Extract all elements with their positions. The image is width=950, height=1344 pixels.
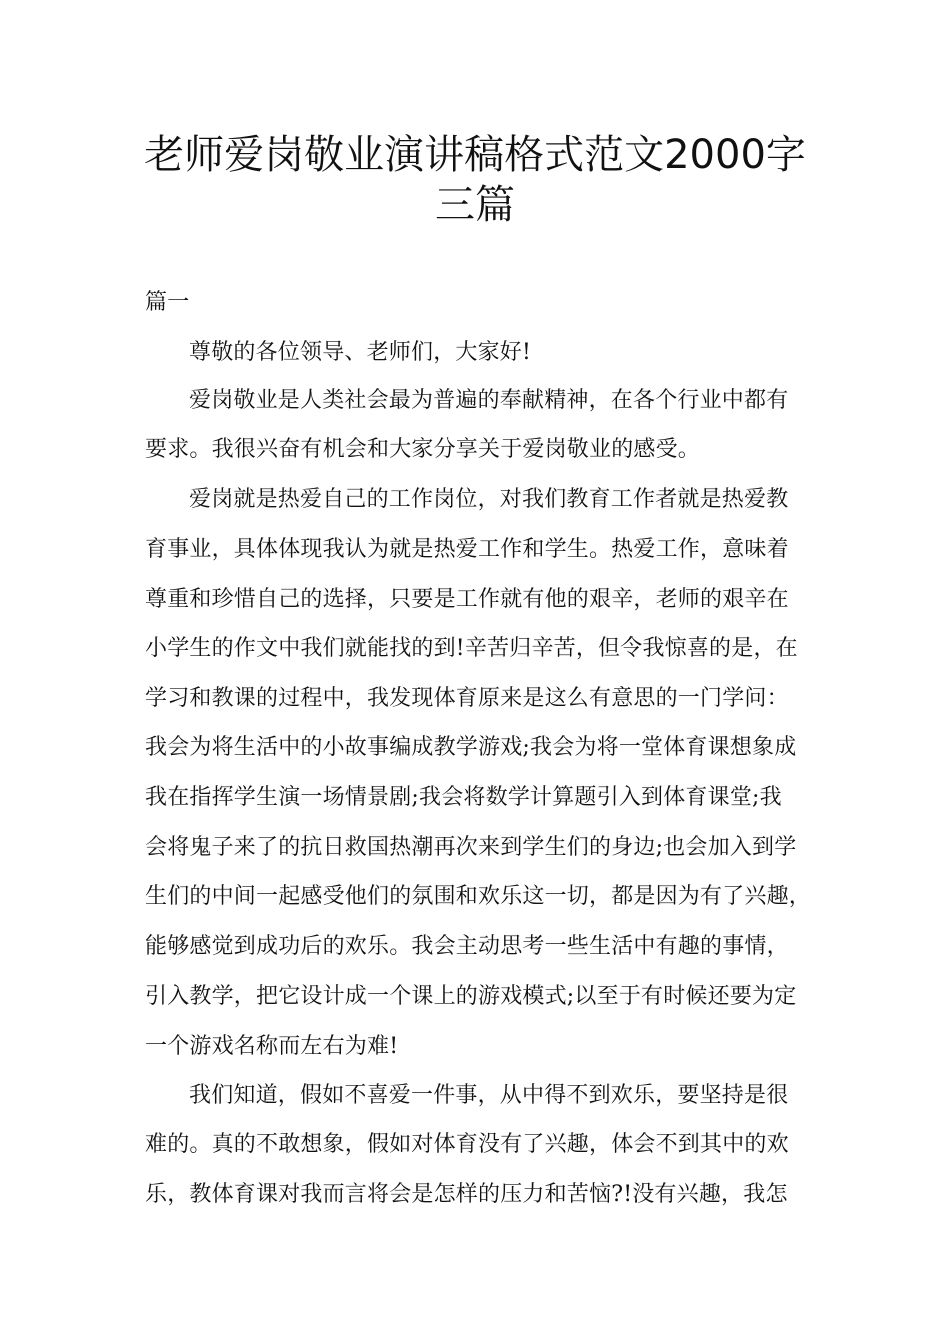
document-title-line-1: 老师爱岗敬业演讲稿格式范文2000字 bbox=[144, 132, 806, 178]
section-heading: 篇一 bbox=[145, 290, 190, 315]
body-line: 学习和教课的过程中，我发现体育原来是这么有意思的一门学问： bbox=[145, 686, 789, 711]
body-line: 难的。真的不敢想象，假如对体育没有了兴趣，体会不到其中的欢 bbox=[145, 1132, 789, 1157]
body-line: 乐，教体育课对我而言将会是怎样的压力和苦恼?!没有兴趣，我怎 bbox=[145, 1182, 788, 1207]
body-line: 我会为将生活中的小故事编成教学游戏;我会为将一堂体育课想象成 bbox=[145, 735, 797, 760]
body-line: 爱岗就是热爱自己的工作岗位，对我们教育工作者就是热爱教 bbox=[189, 487, 789, 512]
body-line: 能够感觉到成功后的欢乐。我会主动思考一些生活中有趣的事情， bbox=[145, 934, 789, 959]
body-line: 引入教学，把它设计成一个课上的游戏模式;以至于有时候还要为定 bbox=[145, 984, 797, 1009]
body-line: 我在指挥学生演一场情景剧;我会将数学计算题引入到体育课堂;我 bbox=[145, 785, 782, 810]
body-line: 生们的中间一起感受他们的氛围和欢乐这一切，都是因为有了兴趣， bbox=[145, 884, 812, 909]
document-title-line-2: 三篇 bbox=[435, 182, 515, 228]
body-line: 要求。我很兴奋有机会和大家分享关于爱岗敬业的感受。 bbox=[145, 437, 701, 462]
body-line: 会将鬼子来了的抗日救国热潮再次来到学生们的身边;也会加入到学 bbox=[145, 835, 797, 860]
body-line: 一个游戏名称而左右为难! bbox=[145, 1034, 399, 1059]
body-line: 尊重和珍惜自己的选择，只要是工作就有他的艰辛，老师的艰辛在 bbox=[145, 587, 789, 612]
body-line: 我们知道，假如不喜爱一件事，从中得不到欢乐，要坚持是很 bbox=[189, 1083, 789, 1108]
body-line: 尊敬的各位领导、老师们，大家好! bbox=[189, 340, 532, 365]
body-line: 小学生的作文中我们就能找的到!辛苦归辛苦，但令我惊喜的是，在 bbox=[145, 636, 798, 661]
body-line: 爱岗敬业是人类社会最为普遍的奉献精神，在各个行业中都有 bbox=[189, 388, 789, 413]
body-line: 育事业，具体体现我认为就是热爱工作和学生。热爱工作，意味着 bbox=[145, 537, 789, 562]
